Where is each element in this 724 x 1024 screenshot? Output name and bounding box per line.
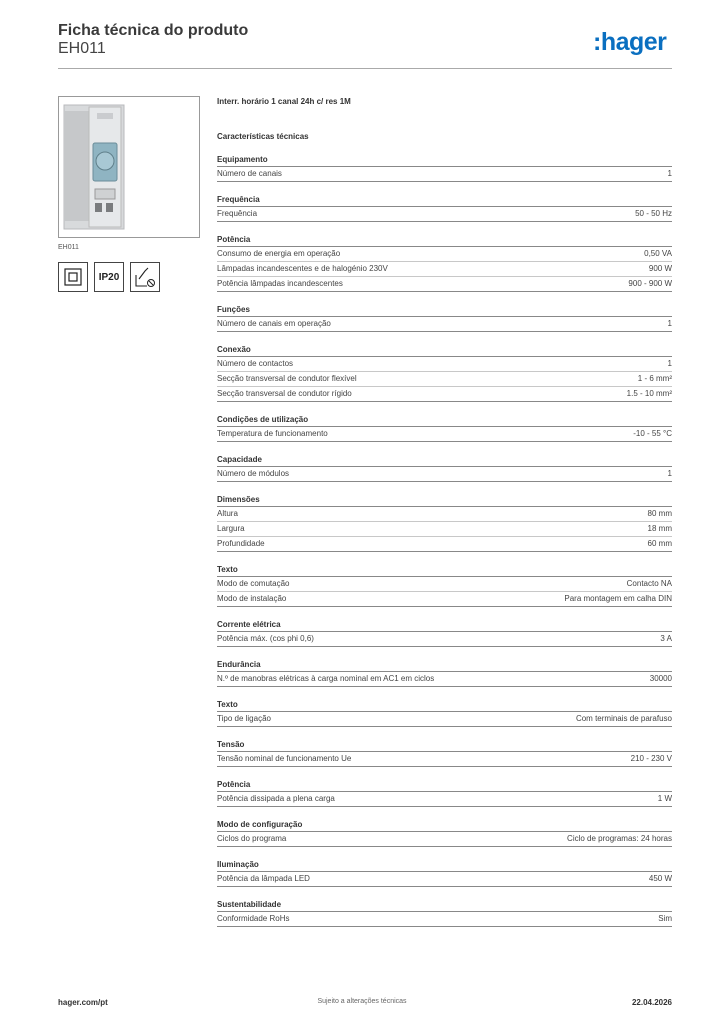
double-insulation-icon <box>58 262 88 292</box>
spec-row <box>217 792 672 807</box>
spec-label: Potência dissipada a plena carga <box>217 794 335 803</box>
logo-text: hager <box>600 28 667 56</box>
spec-row <box>217 427 672 442</box>
spec-value: Ciclo de programas: 24 horas <box>567 834 672 843</box>
spec-row <box>217 372 672 387</box>
din-rail-mount-icon <box>130 262 160 292</box>
spec-group-title: Frequência <box>217 194 672 207</box>
product-name: Interr. horário 1 canal 24h c/ res 1M <box>217 97 351 106</box>
spec-label: Potência lâmpadas incandescentes <box>217 279 343 288</box>
spec-group <box>217 454 672 482</box>
spec-label: Altura <box>217 509 238 518</box>
spec-group <box>217 659 672 687</box>
spec-value: Para montagem em calha DIN <box>564 594 672 603</box>
product-caption: EH011 <box>58 244 79 251</box>
spec-label: Lâmpadas incandescentes e de halogénio 230V <box>217 264 388 273</box>
spec-label: Modo de comutação <box>217 579 290 588</box>
product-image <box>58 96 200 238</box>
spec-value: 1 <box>667 169 672 178</box>
spec-value: 1 W <box>657 794 672 803</box>
time-switch-illustration <box>59 97 199 237</box>
spec-label: N.º de manobras elétricas à carga nominal em AC1 em ciclos <box>217 674 435 683</box>
spec-group-title: Potência <box>217 779 672 792</box>
spec-group <box>217 564 672 607</box>
spec-label: Conformidade RoHs <box>217 914 290 923</box>
document-title: Ficha técnica do produto <box>58 22 249 39</box>
spec-group-title: Corrente elétrica <box>217 619 672 632</box>
spec-value: 0,50 VA <box>644 249 672 258</box>
spec-row <box>217 672 672 687</box>
ip-rating-label: IP20 <box>98 271 120 283</box>
spec-label: Tensão nominal de funcionamento Ue <box>217 754 352 763</box>
spec-label: Número de canais em operação <box>217 319 331 328</box>
spec-value: Com terminais de parafuso <box>575 714 672 723</box>
spec-value: 1 - 6 mm² <box>637 374 672 383</box>
spec-row <box>217 277 672 292</box>
spec-group <box>217 779 672 807</box>
spec-label: Temperatura de funcionamento <box>217 429 328 438</box>
spec-value: 80 mm <box>647 509 672 518</box>
spec-value: Contacto NA <box>626 579 672 588</box>
spec-label: Largura <box>217 524 245 533</box>
header-divider <box>58 68 672 69</box>
spec-label: Tipo de ligação <box>217 714 271 723</box>
spec-label: Potência máx. (cos phi 0,6) <box>217 634 314 643</box>
spec-value: 1 <box>667 469 672 478</box>
hager-logo[interactable]: :hager <box>593 28 667 56</box>
spec-group-title: Capacidade <box>217 454 672 467</box>
spec-value: 3 A <box>660 634 672 643</box>
spec-row <box>217 387 672 402</box>
spec-value: 30000 <box>649 674 672 683</box>
spec-label: Potência da lâmpada LED <box>217 874 310 883</box>
spec-value: 1.5 - 10 mm² <box>626 389 672 398</box>
spec-group <box>217 494 672 552</box>
spec-label: Frequência <box>217 209 258 218</box>
spec-group-title: Modo de configuração <box>217 819 672 832</box>
spec-row <box>217 592 672 607</box>
spec-label: Número de módulos <box>217 469 290 478</box>
ip20-icon <box>94 262 124 292</box>
spec-row <box>217 632 672 647</box>
spec-group <box>217 899 672 927</box>
spec-value: 900 - 900 W <box>628 279 672 288</box>
spec-value: 60 mm <box>647 539 672 548</box>
spec-row <box>217 752 672 767</box>
spec-label: Ciclos do programa <box>217 834 287 843</box>
spec-label: Profundidade <box>217 539 265 548</box>
spec-group-title: Potência <box>217 234 672 247</box>
spec-label: Secção transversal de condutor flexível <box>217 374 357 383</box>
spec-value: 900 W <box>648 264 672 273</box>
footer-note: Sujeito a alterações técnicas <box>317 998 407 1005</box>
spec-row <box>217 577 672 592</box>
footer-date: 22.04.2026 <box>631 998 672 1007</box>
spec-group <box>217 154 672 182</box>
spec-row <box>217 262 672 277</box>
spec-row <box>217 507 672 522</box>
spec-group-title: Conexão <box>217 344 672 357</box>
spec-group-title: Texto <box>217 564 672 577</box>
certification-icons <box>58 262 160 292</box>
spec-group <box>217 234 672 292</box>
spec-group-title: Iluminação <box>217 859 672 872</box>
spec-row <box>217 872 672 887</box>
spec-value: 450 W <box>648 874 672 883</box>
spec-group-title: Funções <box>217 304 672 317</box>
spec-value: 18 mm <box>647 524 672 533</box>
spec-group <box>217 304 672 332</box>
spec-row <box>217 832 672 847</box>
spec-group <box>217 699 672 727</box>
spec-group <box>217 194 672 222</box>
spec-value: 210 - 230 V <box>630 754 672 763</box>
spec-label: Número de contactos <box>217 359 294 368</box>
spec-row <box>217 712 672 727</box>
product-code: EH011 <box>58 40 106 57</box>
spec-label: Número de canais <box>217 169 282 178</box>
spec-label: Secção transversal de condutor rígido <box>217 389 352 398</box>
spec-content <box>217 96 672 927</box>
spec-value: 50 - 50 Hz <box>635 209 672 218</box>
spec-group <box>217 859 672 887</box>
spec-row <box>217 467 672 482</box>
spec-group <box>217 739 672 767</box>
spec-value: -10 - 55 °C <box>633 429 672 438</box>
spec-row <box>217 207 672 222</box>
spec-row <box>217 317 672 332</box>
section-heading: Características técnicas <box>217 132 309 141</box>
spec-group <box>217 414 672 442</box>
spec-group-title: Texto <box>217 699 672 712</box>
spec-value: Sim <box>658 914 672 923</box>
spec-group-title: Dimensões <box>217 494 672 507</box>
spec-row <box>217 537 672 552</box>
spec-row <box>217 357 672 372</box>
spec-group-title: Endurância <box>217 659 672 672</box>
spec-group-title: Sustentabilidade <box>217 899 672 912</box>
spec-group-title: Tensão <box>217 739 672 752</box>
footer-website[interactable]: hager.com/pt <box>58 998 108 1007</box>
spec-label: Consumo de energia em operação <box>217 249 341 258</box>
spec-value: 1 <box>667 319 672 328</box>
spec-group-title: Equipamento <box>217 154 672 167</box>
spec-group <box>217 619 672 647</box>
spec-group <box>217 344 672 402</box>
spec-row <box>217 247 672 262</box>
spec-label: Modo de instalação <box>217 594 287 603</box>
spec-row <box>217 167 672 182</box>
spec-group-title: Condições de utilização <box>217 414 672 427</box>
spec-group <box>217 819 672 847</box>
spec-row <box>217 912 672 927</box>
spec-row <box>217 522 672 537</box>
spec-value: 1 <box>667 359 672 368</box>
spec-groups <box>217 154 672 927</box>
